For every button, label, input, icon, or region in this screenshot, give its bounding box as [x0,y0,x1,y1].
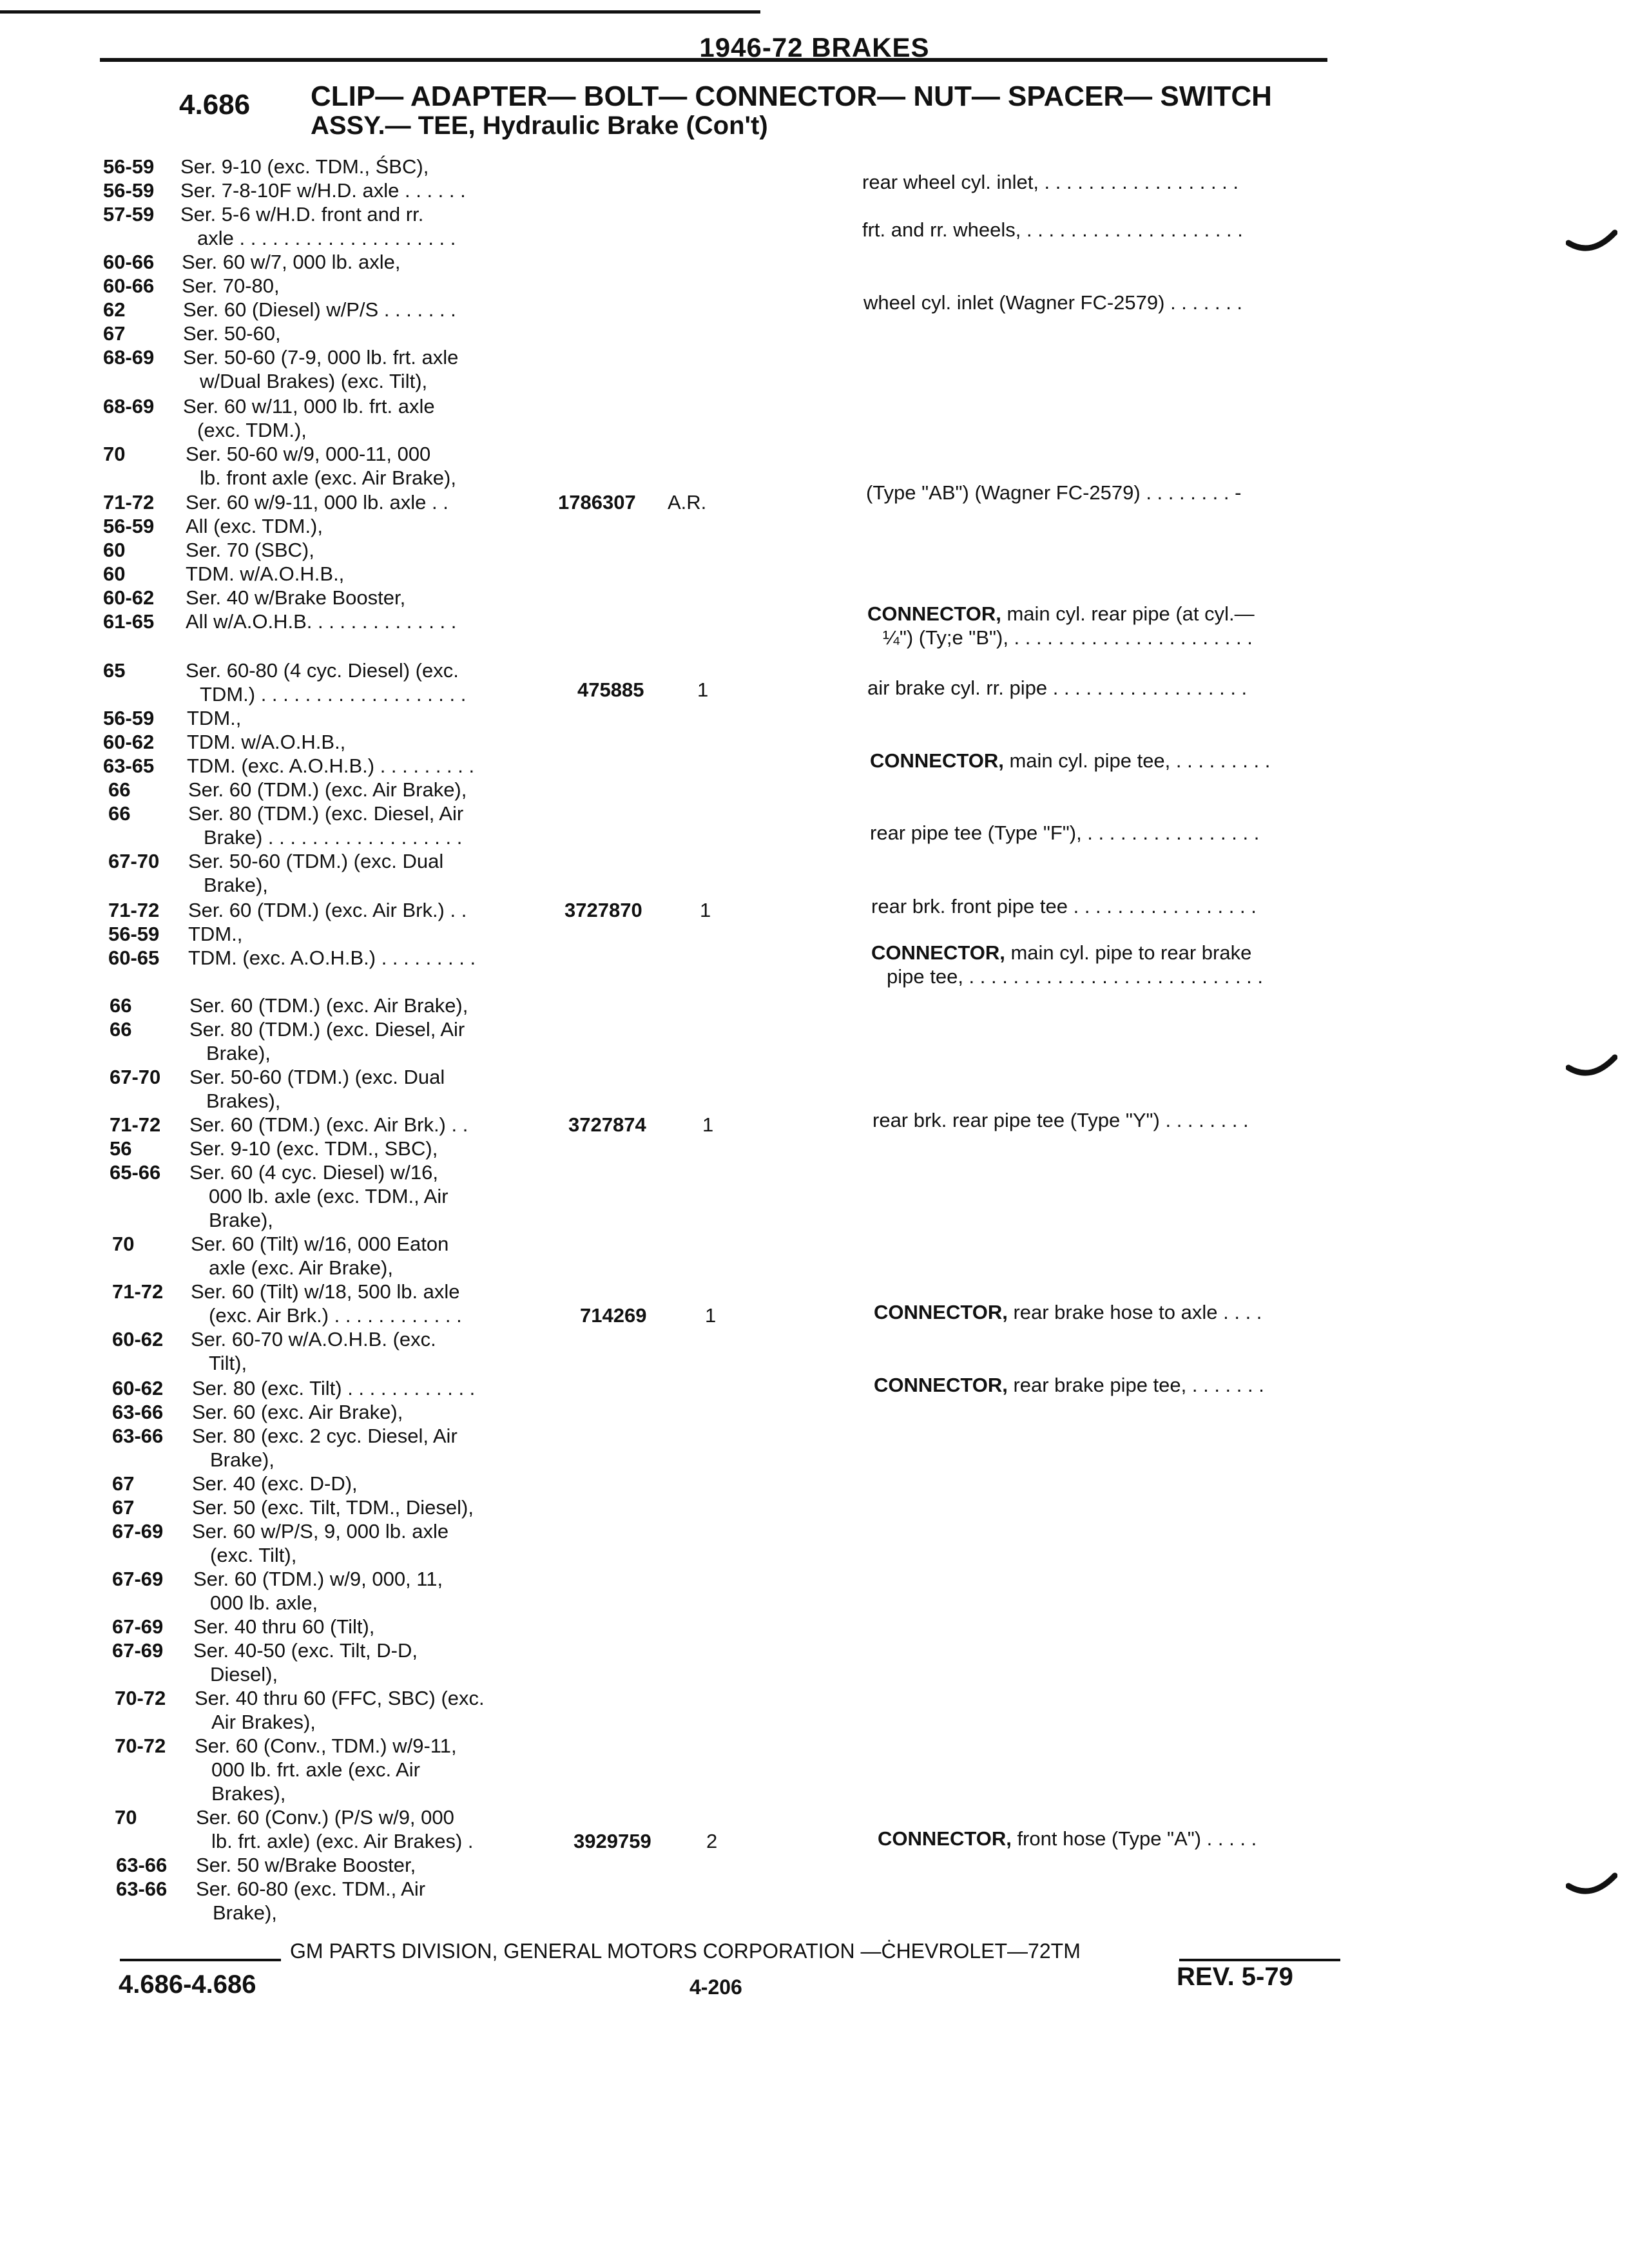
application-text: Brake), [204,874,268,896]
application-text: axle (exc. Air Brake), [209,1256,393,1279]
application-text: Brake), [213,1901,277,1924]
application-text: Ser. 60 (exc. Air Brake), [192,1401,403,1423]
application-year: 63-66 [112,1425,164,1447]
application-text: All w/A.O.H.B. . . . . . . . . . . . . . [186,610,457,633]
application-year: 67 [112,1472,135,1495]
part-quantity: A.R. [668,491,707,514]
application-year: 63-66 [116,1878,168,1900]
application-text: Brakes), [206,1090,281,1112]
application-text: (exc. Air Brk.) . . . . . . . . . . . . [209,1304,462,1327]
application-year: 67-70 [110,1066,161,1088]
application-text: Ser. 60 (TDM.) (exc. Air Brk.) . . [188,899,467,921]
application-year: 61-65 [103,610,155,633]
application-year: 65 [103,659,126,682]
application-year: 60-62 [103,586,155,609]
application-text: w/Dual Brakes) (exc. Tilt), [200,370,428,392]
application-text: Tilt), [209,1352,247,1374]
part-quantity: 1 [702,1113,714,1136]
application-year: 56-59 [108,923,160,945]
application-text: (exc. Tilt), [210,1544,297,1566]
application-text: axle . . . . . . . . . . . . . . . . . . . . [197,227,456,249]
application-text: Ser. 40-50 (exc. Tilt, D-D, [193,1639,418,1662]
application-text: Ser. 60 (Conv., TDM.) w/9-11, [195,1735,457,1757]
application-text: TDM. (exc. A.O.H.B.) . . . . . . . . . [188,947,476,969]
application-text: Ser. 60 (Tilt) w/18, 500 lb. axle [191,1280,460,1303]
application-text: Ser. 60 (Conv.) (P/S w/9, 000 [196,1806,454,1829]
application-text: TDM. w/A.O.H.B., [186,562,345,585]
application-year: 60-66 [103,251,155,273]
part-number: 475885 [577,678,644,701]
application-year: 71-72 [103,491,155,514]
application-text: Ser. 60 (TDM.) (exc. Air Brake), [189,994,468,1017]
application-text: Brakes), [211,1782,286,1805]
footer-rule-right [1179,1959,1340,1961]
application-text: Ser. 50-60, [183,322,281,345]
application-year: 67 [103,322,126,345]
application-text: Ser. 60 (TDM.) (exc. Air Brake), [188,778,467,801]
application-text: Ser. 60 w/7, 000 lb. axle, [182,251,401,273]
application-year: 67-69 [112,1639,164,1662]
application-text: Brake), [210,1448,275,1471]
application-text: Ser. 70 (SBC), [186,539,314,561]
application-text: Ser. 9-10 (exc. TDM., SBC), [189,1137,438,1160]
application-year: 63-65 [103,754,155,777]
application-year: 71-72 [108,899,160,921]
part-description: frt. and rr. wheels, . . . . . . . . . . . . . . . . . . . . [862,218,1243,241]
application-year: 56-59 [103,179,155,202]
binding-mark-icon [1566,1872,1617,1904]
application-text: Ser. 60 w/P/S, 9, 000 lb. axle [192,1520,449,1542]
application-text: Ser. 80 (exc. 2 cyc. Diesel, Air [192,1425,458,1447]
application-year: 62 [103,298,126,321]
application-year: 67 [112,1496,135,1519]
part-description: pipe tee, . . . . . . . . . . . . . . . . . . . . . . . . . . . [887,965,1264,988]
part-number: 714269 [580,1304,647,1327]
section-number: 4.686 [179,89,251,120]
application-year: 56 [110,1137,132,1160]
application-text: lb. front axle (exc. Air Brake), [200,466,456,489]
application-year: 67-69 [112,1520,164,1542]
application-text: Ser. 50-60 w/9, 000-11, 000 [186,443,431,465]
application-year: 56-59 [103,707,155,729]
application-text: Ser. 80 (TDM.) (exc. Diesel, Air [189,1018,465,1041]
part-description: ¼") (Ty;e "B"), . . . . . . . . . . . . . . . . . . . . . . [883,626,1253,649]
application-text: Ser. 60-80 (exc. TDM., Air [196,1878,426,1900]
application-text: TDM.) . . . . . . . . . . . . . . . . . . . [200,683,467,706]
application-text: Ser. 50-60 (7-9, 000 lb. frt. axle [183,346,459,369]
part-description: rear brk. front pipe tee . . . . . . . . . . . . . . . . . [871,895,1257,918]
application-year: 66 [108,778,131,801]
application-year: 57-59 [103,203,155,226]
application-text: Ser. 40 w/Brake Booster, [186,586,406,609]
application-text: Ser. 50 (exc. Tilt, TDM., Diesel), [192,1496,474,1519]
application-year: 68-69 [103,395,155,418]
application-year: 66 [110,994,132,1017]
application-year: 70 [103,443,126,465]
part-quantity: 1 [705,1304,717,1327]
application-text: Ser. 60 (TDM.) (exc. Air Brk.) . . [189,1113,468,1136]
application-text: Ser. 40 thru 60 (Tilt), [193,1615,375,1638]
footer-corporation: GM PARTS DIVISION, GENERAL MOTORS CORPORATION —ĊHEVROLET—72TM [290,1939,1081,1963]
part-description: CONNECTOR, main cyl. pipe to rear brake [871,941,1252,964]
application-text: Brake) . . . . . . . . . . . . . . . . . . [204,826,463,849]
part-description: CONNECTOR, rear brake hose to axle . . . . [874,1301,1262,1323]
application-text: Ser. 60-70 w/A.O.H.B. (exc. [191,1328,436,1350]
part-quantity: 1 [700,899,711,921]
part-number: 1786307 [558,491,636,514]
application-text: Ser. 40 thru 60 (FFC, SBC) (exc. [195,1687,485,1709]
part-description: CONNECTOR, front hose (Type "A") . . . . . [878,1827,1257,1850]
application-year: 60 [103,539,126,561]
page-title: 1946-72 BRAKES [699,32,930,62]
application-text: Ser. 9-10 (exc. TDM., ŚBC), [180,155,429,178]
application-text: TDM., [187,707,242,729]
application-text: Ser. 50 w/Brake Booster, [196,1854,416,1876]
application-text: TDM. w/A.O.H.B., [187,731,346,753]
application-year: 60-62 [112,1328,164,1350]
application-text: Diesel), [210,1663,278,1686]
application-year: 66 [108,802,131,825]
application-text: Ser. 80 (exc. Tilt) . . . . . . . . . . . . [192,1377,476,1399]
application-text: lb. frt. axle) (exc. Air Brakes) . [211,1830,474,1852]
part-description: (Type "AB") (Wagner FC-2579) . . . . . . . . - [866,481,1242,504]
application-text: Air Brakes), [211,1711,316,1733]
application-text: Ser. 60 w/9-11, 000 lb. axle . . [186,491,448,514]
application-year: 68-69 [103,346,155,369]
part-quantity: 2 [706,1830,718,1852]
part-number: 3929759 [574,1830,651,1852]
part-quantity: 1 [697,678,709,701]
part-description: CONNECTOR, main cyl. pipe tee, . . . . . . . . . [870,749,1271,772]
application-year: 56-59 [103,515,155,537]
application-text: Ser. 60 (TDM.) w/9, 000, 11, [193,1568,443,1590]
part-description: wheel cyl. inlet (Wagner FC-2579) . . . . . . . [863,291,1243,314]
application-text: Ser. 5-6 w/H.D. front and rr. [180,203,424,226]
application-year: 70 [115,1806,137,1829]
application-year: 70 [112,1233,135,1255]
application-text: Ser. 70-80, [182,274,280,297]
application-text: Ser. 40 (exc. D-D), [192,1472,358,1495]
application-year: 71-72 [110,1113,161,1136]
application-year: 60 [103,562,126,585]
application-year: 67-70 [108,850,160,872]
application-text: Ser. 60 (Tilt) w/16, 000 Eaton [191,1233,449,1255]
part-description: rear wheel cyl. inlet, . . . . . . . . . . . . . . . . . . [862,171,1239,193]
application-text: Ser. 60 (Diesel) w/P/S . . . . . . . [183,298,456,321]
application-year: 66 [110,1018,132,1041]
application-year: 60-62 [112,1377,164,1399]
footer-rule-left [120,1959,281,1961]
application-text: 000 lb. axle (exc. TDM., Air [209,1185,448,1207]
application-year: 67-69 [112,1568,164,1590]
application-year: 60-62 [103,731,155,753]
footer-revision: REV. 5-79 [1177,1963,1293,1991]
footer-page-number: 4-206 [689,1975,742,1999]
section-title-line2: ASSY.— TEE, Hydraulic Brake (Con't) [311,111,768,140]
application-text: Ser. 60 w/11, 000 lb. frt. axle [183,395,435,418]
application-text: All (exc. TDM.), [186,515,323,537]
part-description: CONNECTOR, main cyl. rear pipe (at cyl.— [867,602,1255,625]
application-text: 000 lb. axle, [210,1591,318,1614]
part-description: rear pipe tee (Type "F"), . . . . . . . . . . . . . . . . [870,822,1260,844]
application-year: 67-69 [112,1615,164,1638]
application-text: Ser. 7-8-10F w/H.D. axle . . . . . . [180,179,466,202]
application-year: 63-66 [116,1854,168,1876]
application-year: 70-72 [115,1687,166,1709]
application-text: (exc. TDM.), [197,419,307,441]
section-title-line1: CLIP— ADAPTER— BOLT— CONNECTOR— NUT— SPACER— SWITCH [311,81,1272,112]
binding-mark-icon [1566,1053,1617,1086]
application-text: Ser. 80 (TDM.) (exc. Diesel, Air [188,802,464,825]
part-number: 3727870 [564,899,642,921]
application-year: 60-66 [103,274,155,297]
application-year: 60-65 [108,947,160,969]
application-text: TDM. (exc. A.O.H.B.) . . . . . . . . . [187,754,475,777]
binding-mark-icon [1566,229,1617,261]
application-year: 56-59 [103,155,155,178]
part-description: CONNECTOR, rear brake pipe tee, . . . . . . . [874,1374,1264,1396]
part-description: air brake cyl. rr. pipe . . . . . . . . . . . . . . . . . . [867,677,1248,699]
application-text: Brake), [209,1209,273,1231]
application-text: TDM., [188,923,243,945]
application-year: 63-66 [112,1401,164,1423]
part-description: rear brk. rear pipe tee (Type "Y") . . . . . . . . [872,1109,1249,1131]
application-year: 65-66 [110,1161,161,1184]
application-year: 71-72 [112,1280,164,1303]
footer-section-range: 4.686-4.686 [119,1970,256,1999]
part-number: 3727874 [568,1113,646,1136]
application-text: Brake), [206,1042,271,1064]
application-text: 000 lb. frt. axle (exc. Air [211,1758,420,1781]
application-text: Ser. 60-80 (4 cyc. Diesel) (exc. [186,659,459,682]
application-text: Ser. 50-60 (TDM.) (exc. Dual [189,1066,445,1088]
application-year: 70-72 [115,1735,166,1757]
application-text: Ser. 50-60 (TDM.) (exc. Dual [188,850,444,872]
application-text: Ser. 60 (4 cyc. Diesel) w/16, [189,1161,438,1184]
